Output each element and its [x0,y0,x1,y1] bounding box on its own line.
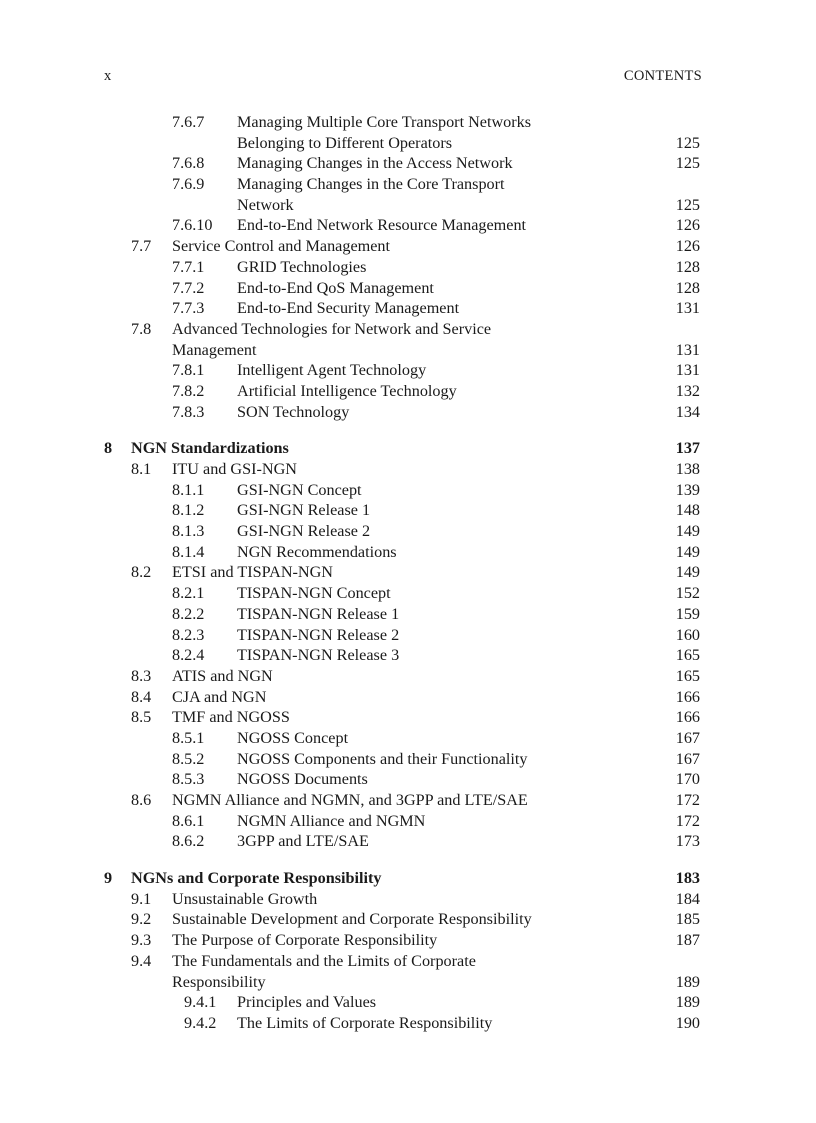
toc-entry-number: 9.3 [131,931,152,950]
toc-entry-title: ATIS and NGN [172,666,273,685]
toc-entry-page: 128 [675,257,700,276]
toc-entry-title: TISPAN-NGN Release 1 [237,604,400,623]
toc-entry-page: 167 [675,728,700,747]
toc-entry-number: 7.7.2 [172,278,205,297]
toc-entry-title: Belonging to Different Operators [237,133,453,152]
toc-entry [0,257,816,278]
toc-entry-number: 7.8 [131,319,152,338]
toc-entry [0,340,816,361]
toc-entry-title: TISPAN-NGN Release 2 [237,625,400,644]
toc-entry-number: 8.2.4 [172,646,205,665]
toc-entry-title: NGOSS Concept [237,728,349,747]
toc-entry-page: 138 [675,460,700,478]
toc-entry-number: 8.5 [131,708,152,727]
toc-entry [0,811,816,832]
toc-entry-title: The Fundamentals and the Limits of Corporate [172,951,476,970]
toc-entry-number: 7.7.1 [172,257,205,276]
toc-entry-number: 8.2.3 [172,625,205,644]
toc-entry-page: 172 [675,791,700,809]
toc-entry-title: GRID Technologies [237,257,367,276]
toc-entry-title: NGNs and Corporate Responsibility [131,869,382,888]
toc-entry-number: 8.5.2 [172,749,205,768]
toc-entry-title: Intelligent Agent Technology [237,361,427,380]
toc-entry-number: 8.5.3 [172,770,205,789]
toc-entry-page: 190 [675,1013,700,1032]
toc-entry [0,625,816,646]
toc-entry-number: 7.8.2 [172,381,205,400]
toc-entry-page: 185 [675,910,700,929]
toc-entry-number: 8.6.1 [172,811,205,830]
toc-entry-title: The Limits of Corporate Responsibility [237,1013,493,1032]
toc-entry-title: ITU and GSI-NGN [172,460,297,478]
toc-entry [0,112,816,133]
toc-entry-number: 7.6.10 [172,216,213,235]
toc-entry-title: NGOSS Components and their Functionality [237,749,528,768]
toc-entry [0,480,816,501]
toc-entry [0,604,816,625]
toc-entry-title: Principles and Values [237,993,377,1012]
toc-entry-page: 184 [675,889,700,908]
toc-entry-title: NGMN Alliance and NGMN, and 3GPP and LTE/SAE [172,791,528,809]
toc-entry [0,889,816,910]
toc-entry-page: 173 [675,832,700,851]
toc-entry [0,645,816,666]
toc-entry [0,153,816,174]
toc-entry-page: 148 [675,501,700,520]
toc-entry-page: 166 [675,687,700,706]
toc-entry-number: 9.4.2 [184,1013,217,1032]
toc-chapter-entry [0,438,816,459]
toc-entry-number: 9.4.1 [184,993,217,1012]
toc-entry-page: 134 [675,402,700,421]
toc-entry [0,687,816,708]
toc-entry [0,909,816,930]
toc-entry-number: 8.3 [131,666,152,685]
toc-entry-number: 7.6.8 [172,154,205,173]
toc-entry [0,562,816,583]
toc-entry [0,133,816,154]
toc-entry-page: 128 [675,278,700,297]
toc-entry-number: 9.4 [131,951,152,970]
toc-entry-number: 8.1.3 [172,522,205,541]
toc-entry-number: 8.1 [131,460,152,478]
toc-entry [0,749,816,770]
toc-entry-page: 125 [675,195,700,214]
toc-entry [0,992,816,1013]
toc-entry-title: TMF and NGOSS [172,708,290,727]
toc-entry-title: End-to-End QoS Management [237,278,434,297]
toc-entry-title: GSI-NGN Release 1 [237,501,371,520]
toc-entry-page: 131 [675,340,700,359]
toc-entry [0,972,816,993]
toc-entry-page: 131 [675,299,700,318]
toc-entry-number: 8.4 [131,687,152,706]
toc-entry-number: 9.1 [131,889,152,908]
toc-entry [0,381,816,402]
toc-entry-title: NGN Standardizations [131,439,289,458]
toc-entry-page: 131 [675,361,700,380]
page-number: x [104,68,112,84]
toc-entry-number: 8.5.1 [172,728,205,747]
toc-entry [0,790,816,811]
toc-chapter-entry [0,868,816,889]
toc-entry [0,1013,816,1034]
toc-entry-title: SON Technology [237,402,350,421]
toc-entry-title: Network [237,195,294,214]
toc-entry-title: ETSI and TISPAN-NGN [172,563,333,582]
toc-entry-title: GSI-NGN Release 2 [237,522,371,541]
toc-entry [0,459,816,480]
toc-entry-number: 8.2.2 [172,604,205,623]
toc-entry-number: 8.2 [131,563,152,582]
toc-entry-page: 165 [675,646,700,665]
toc-entry-page: 189 [675,972,700,991]
toc-entry-title: CJA and NGN [172,687,267,706]
toc-entry-number: 7.7 [131,237,152,256]
toc-entry-title: NGN Recommendations [237,542,397,561]
toc-entry [0,521,816,542]
toc-entry-page: 125 [675,133,700,152]
toc-entry-page: 149 [675,542,700,561]
toc-entry-page: 189 [675,993,700,1012]
toc-entry [0,298,816,319]
toc-entry-title: Managing Multiple Core Transport Networks [237,113,532,131]
toc-entry [0,666,816,687]
toc-entry-title: Advanced Technologies for Network and Service [172,319,492,338]
toc-entry [0,278,816,299]
toc-entry-page: 172 [675,811,700,830]
toc-entry-number: 8.1.2 [172,501,205,520]
toc-entry-title: Management [172,340,257,359]
toc-entry [0,236,816,257]
toc-entry [0,360,816,381]
toc-entry-page: 132 [675,381,700,400]
toc-entry [0,728,816,749]
toc-entry-page: 137 [675,439,700,458]
toc-entry [0,769,816,790]
toc-entry [0,542,816,563]
toc-entry-number: 8 [104,439,113,458]
toc-entry-page: 126 [675,216,700,235]
running-header: CONTENTS [623,68,702,84]
toc-entry-title: NGOSS Documents [237,770,368,789]
toc-entry-page: 166 [675,708,700,727]
toc-entry [0,195,816,216]
toc-entry [0,402,816,423]
toc-entry-page: 126 [675,237,700,256]
toc-entry [0,583,816,604]
toc-entry-title: Managing Changes in the Core Transport [237,175,505,194]
toc-entry-title: Artificial Intelligence Technology [237,381,457,400]
toc-entry-title: Sustainable Development and Corporate Responsibility [172,910,532,929]
toc-entry-title: The Purpose of Corporate Responsibility [172,931,438,950]
toc-entry-number: 8.1.4 [172,542,205,561]
toc-entry-page: 183 [675,869,700,888]
toc-entry-title: End-to-End Security Management [237,299,460,318]
toc-entry-title: NGMN Alliance and NGMN [237,811,426,830]
toc-entry [0,831,816,852]
toc-entry [0,930,816,951]
toc-entry-number: 7.8.3 [172,402,205,421]
toc-entry [0,319,816,340]
toc-entry-title: TISPAN-NGN Concept [237,584,391,603]
section-spacer [0,422,816,438]
toc-entry-number: 8.2.1 [172,584,205,603]
toc-entry-number: 7.6.9 [172,175,205,194]
toc-entry-title: End-to-End Network Resource Management [237,216,527,235]
toc-entry [0,174,816,195]
toc-entry-title: Unsustainable Growth [172,889,318,908]
toc-entry [0,500,816,521]
toc-entry-page: 149 [675,522,700,541]
toc-entry-page: 149 [675,563,700,582]
toc-entry-number: 7.8.1 [172,361,205,380]
toc-entry-page: 159 [675,604,700,623]
toc-entry-title: TISPAN-NGN Release 3 [237,646,400,665]
table-of-contents [0,112,816,1034]
toc-entry-page: 167 [675,749,700,768]
toc-entry-number: 7.7.3 [172,299,205,318]
toc-entry-title: 3GPP and LTE/SAE [237,832,369,851]
toc-entry-page: 187 [675,931,700,950]
section-spacer [0,852,816,868]
toc-entry-page: 125 [675,154,700,173]
toc-entry-page: 152 [675,584,700,603]
toc-entry-number: 8.6.2 [172,832,205,851]
toc-entry-number: 9 [104,869,113,888]
toc-entry [0,215,816,236]
toc-entry-page: 165 [675,666,700,685]
toc-entry-number: 8.6 [131,791,152,809]
toc-entry-number: 7.6.7 [172,113,205,131]
toc-entry-title: GSI-NGN Concept [237,480,362,499]
toc-entry-number: 9.2 [131,910,152,929]
toc-entry-title: Responsibility [172,972,266,991]
toc-entry-number: 8.1.1 [172,480,205,499]
toc-entry-page: 160 [675,625,700,644]
toc-entry-title: Service Control and Management [172,237,391,256]
toc-entry [0,951,816,972]
toc-entry-title: Managing Changes in the Access Network [237,154,513,173]
toc-entry-page: 170 [675,770,700,789]
toc-entry-page: 139 [675,480,700,499]
toc-entry [0,707,816,728]
